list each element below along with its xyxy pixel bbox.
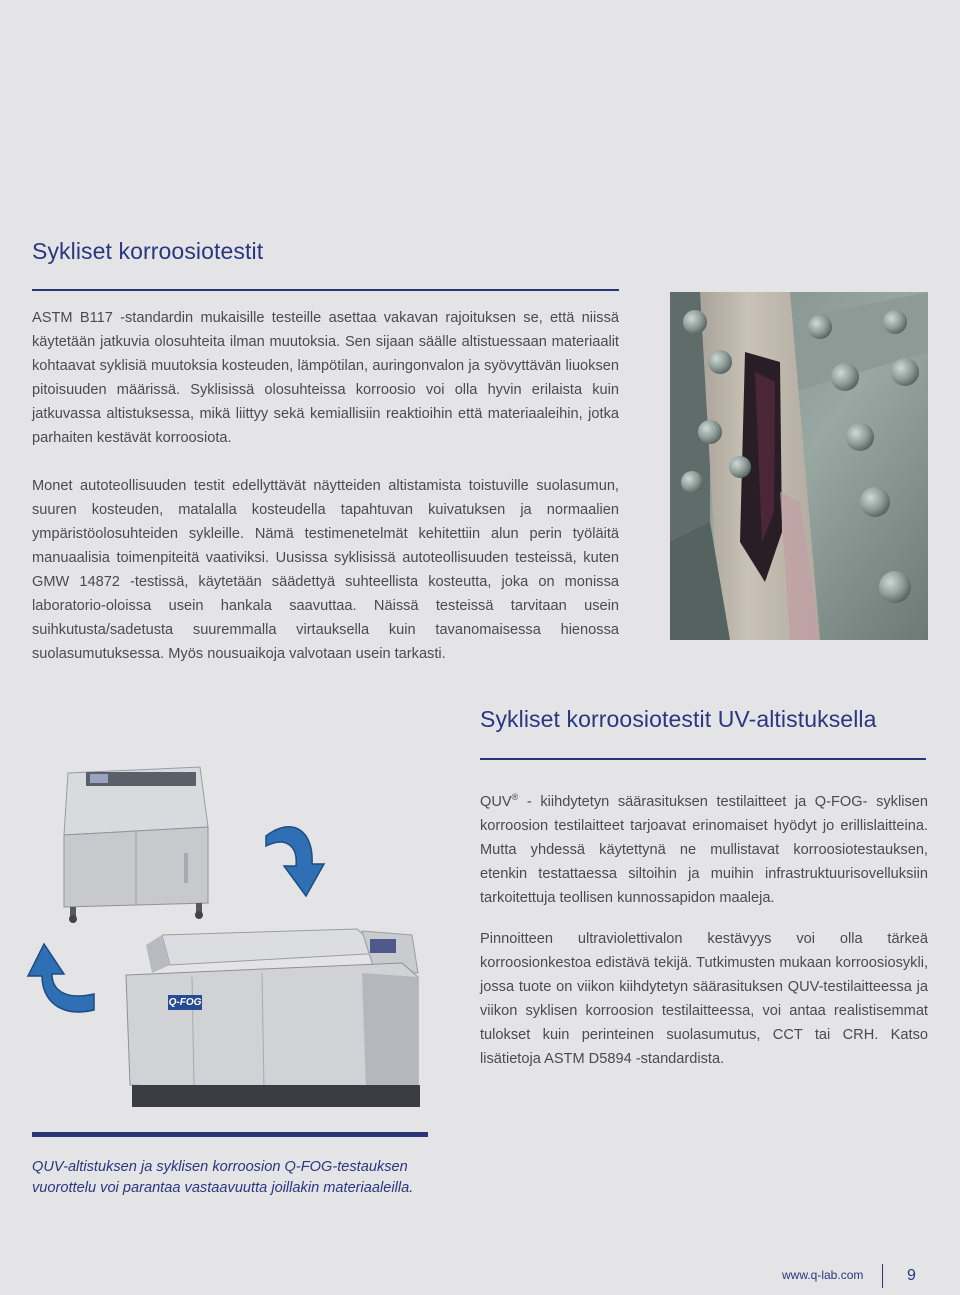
section2-paragraph-2: Pinnoitteen ultraviolettivalon kestävyys voi olla tärkeä korroosionkestoa edistävä tekijä. Tutkimusten mukaan korroosiosykli, jossa tuote on viikon kiihdytetyn säärasituksen QUV-testilaitteessa ja viikon syklisen korroosion testilaitteessa, voi antaa realistisemmat tulokset kuin perinteinen suolasumutus, CCT tai CRH. Katso lisätietoja ASTM D5894 -standardista. bbox=[480, 931, 928, 1067]
qfog-tester-image bbox=[122, 925, 422, 1110]
page-number: 9 bbox=[907, 1267, 916, 1284]
section-title-cyclic-corrosion: Sykliset korroosiotestit bbox=[32, 238, 264, 264]
caption-divider bbox=[32, 1132, 428, 1137]
qfog-logo: Q-FOG bbox=[168, 997, 202, 1008]
footer-url[interactable]: www.q-lab.com bbox=[782, 1268, 864, 1282]
section-divider bbox=[480, 758, 926, 760]
section2-paragraph-1: QUV® - kiihdytetyn säärasituksen testilaitteet ja Q-FOG- syklisen korroosion testilaitteet tarjoavat erinomaiset hyödyt jo erillislaitteina. Mutta yhdessä käytettynä ne mullistavat korroosiotestauksen, etenkin testattaessa siltoihin ja muihin infrastruktuurisovelluksiin tarkoitettuja teollisen kunnossapidon maaleja. bbox=[480, 792, 928, 906]
corroded-bridge-photo bbox=[670, 292, 928, 640]
quv-tester-image bbox=[60, 765, 212, 925]
section-divider bbox=[32, 289, 619, 291]
cycle-arrow-up-icon bbox=[20, 940, 98, 1020]
section-title-uv-corrosion: Sykliset korroosiotestit UV-altistuksella bbox=[480, 706, 877, 732]
figure-caption: QUV-altistuksen ja syklisen korroosion Q-FOG-testauksen vuorottelu voi parantaa vastaavuutta joillakin materiaaleilla. bbox=[32, 1159, 414, 1196]
section1-paragraph-1: ASTM B117 -standardin mukaisille testeille asettaa vakavan rajoituksen se, että niissä käytetään jatkuvia olosuhteita ilman muutoksia. Sen sijaan säälle altistuessaan materiaalit kohtaavat syklisiä muutoksia kosteuden, lämpötilan, auringonvalon ja syövyttävän liuoksen pitoisuuden määrissä. Syklisissä olosuhteissa korroosio voi olla hyvin erilaista kuin jatkuvassa altistuksessa, mikä liittyy sekä kemiallisiin reaktioihin että materiaaleihin, jotka parhaiten kestävät korroosiota. bbox=[32, 310, 619, 446]
footer-separator bbox=[882, 1264, 883, 1288]
section1-paragraph-2: Monet autoteollisuuden testit edellyttävät näytteiden altistamista toistuville suolasumun, suuren kosteuden, matalalla kosteudella tapahtuvan kuivatuksen ja normaalien ympäristöolosuhteiden sykleille. Nämä testimenetelmät kehitettiin alun perin työläitä manuaalisia toimenpiteitä vaativiksi. Uusissa syklisissä autoteollisuuden testeissä, kuten GMW 14872 -testissä, käytetään säädettyä suhteellista kosteutta, joka on monissa laboratorio-oloissa usein hankala saavuttaa. Näissä testeissä tarvitaan usein suihkutusta/sadetusta suuremmalla virtauksella kuin tavanomaisessa hienossa suolasumutuksessa. Myös nousuaikoja valvotaan usein tarkasti. bbox=[32, 478, 619, 662]
cycle-arrow-down-icon bbox=[262, 816, 332, 900]
